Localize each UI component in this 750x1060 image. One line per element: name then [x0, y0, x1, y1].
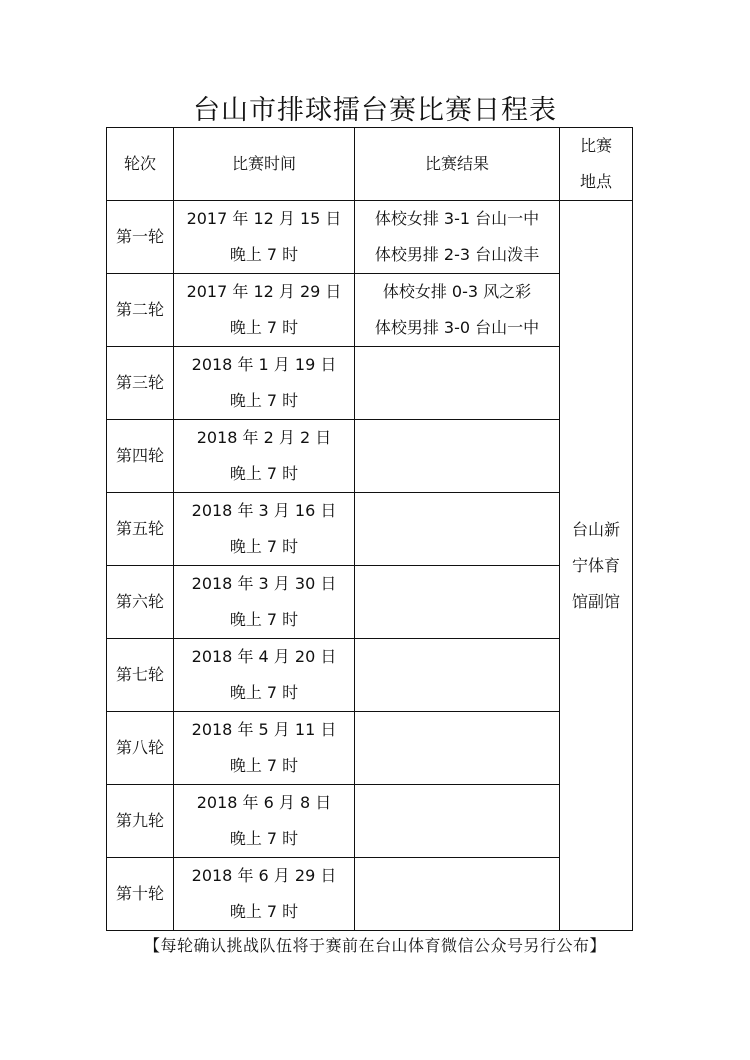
match-time: 晚上 7 时: [229, 829, 299, 848]
match-date: 2018 年 3 月 16 日: [191, 501, 337, 520]
table-row: [107, 785, 633, 858]
time-cell: [174, 347, 355, 420]
result-cell: [355, 274, 560, 347]
match-date: 2018 年 6 月 8 日: [196, 793, 332, 812]
match-time: 晚上 7 时: [229, 610, 299, 629]
header-round: 轮次: [107, 128, 174, 201]
table-row: [107, 639, 633, 712]
round-cell: 第二轮: [107, 274, 174, 347]
match-time: 晚上 7 时: [229, 318, 299, 337]
header-venue: [560, 128, 633, 201]
result-cell: [355, 712, 560, 785]
venue-cell: [560, 201, 633, 931]
header-row: [107, 128, 633, 201]
time-cell: [174, 201, 355, 274]
time-cell: [174, 785, 355, 858]
match-result: 体校男排 2-3 台山泼丰: [374, 245, 540, 264]
match-time: 晚上 7 时: [229, 245, 299, 264]
table-row: [107, 420, 633, 493]
match-date: 2018 年 6 月 29 日: [191, 866, 337, 885]
header-venue-line: 地点: [579, 172, 612, 191]
table-row: [107, 347, 633, 420]
time-cell: [174, 274, 355, 347]
header-venue-line: 比赛: [579, 136, 612, 155]
round-cell: 第六轮: [107, 566, 174, 639]
time-cell: [174, 712, 355, 785]
match-time: 晚上 7 时: [229, 391, 299, 410]
time-cell: [174, 493, 355, 566]
match-date: 2018 年 1 月 19 日: [191, 355, 337, 374]
match-date: 2018 年 3 月 30 日: [191, 574, 337, 593]
table-row: [107, 712, 633, 785]
result-cell: [355, 566, 560, 639]
result-cell: [355, 858, 560, 931]
round-cell: 第五轮: [107, 493, 174, 566]
venue-line: 台山新: [571, 519, 620, 539]
result-cell: [355, 785, 560, 858]
match-date: 2018 年 4 月 20 日: [191, 647, 337, 666]
time-cell: [174, 639, 355, 712]
round-cell: 第九轮: [107, 785, 174, 858]
match-result: 体校男排 3-0 台山一中: [374, 318, 540, 337]
round-cell: 第十轮: [107, 858, 174, 931]
match-time: 晚上 7 时: [229, 464, 299, 483]
result-cell: [355, 639, 560, 712]
time-cell: [174, 566, 355, 639]
table-row: [107, 566, 633, 639]
match-time: 晚上 7 时: [229, 756, 299, 775]
table-row: [107, 274, 633, 347]
time-cell: [174, 420, 355, 493]
footer-note: 【每轮确认挑战队伍将于赛前在台山体育微信公众号另行公布】: [143, 936, 606, 955]
time-cell: [174, 858, 355, 931]
match-date: 2017 年 12 月 29 日: [186, 282, 342, 301]
header-time: 比赛时间: [174, 128, 355, 201]
match-date: 2017 年 12 月 15 日: [186, 209, 342, 228]
match-time: 晚上 7 时: [229, 537, 299, 556]
round-cell: 第三轮: [107, 347, 174, 420]
match-time: 晚上 7 时: [229, 902, 299, 921]
result-cell: [355, 420, 560, 493]
match-date: 2018 年 5 月 11 日: [191, 720, 337, 739]
result-cell: [355, 201, 560, 274]
match-date: 2018 年 2 月 2 日: [196, 428, 332, 447]
round-cell: 第四轮: [107, 420, 174, 493]
venue-line: 宁体育: [571, 555, 620, 575]
table-row: [107, 493, 633, 566]
schedule-table: [106, 127, 633, 931]
venue-line: 馆副馆: [571, 591, 620, 611]
round-cell: 第七轮: [107, 639, 174, 712]
table-row: [107, 858, 633, 931]
round-cell: 第八轮: [107, 712, 174, 785]
result-cell: [355, 493, 560, 566]
result-cell: [355, 347, 560, 420]
page-title: 台山市排球擂台赛比赛日程表: [193, 95, 557, 126]
table-row: [107, 201, 633, 274]
round-cell: 第一轮: [107, 201, 174, 274]
match-time: 晚上 7 时: [229, 683, 299, 702]
match-result: 体校女排 3-1 台山一中: [374, 209, 540, 228]
match-result: 体校女排 0-3 风之彩: [382, 282, 532, 301]
header-result: 比赛结果: [355, 128, 560, 201]
